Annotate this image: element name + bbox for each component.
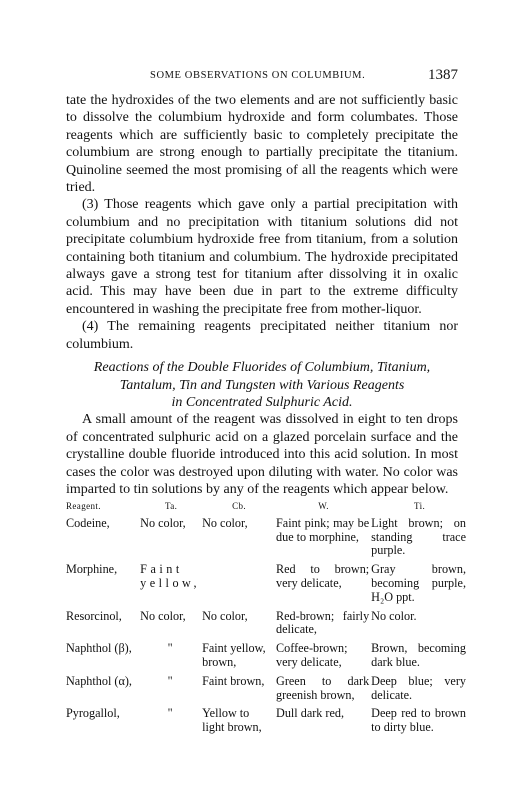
cell-reagent: Naphthol (α),	[66, 673, 132, 688]
cell-cb: No color,	[202, 515, 248, 530]
cell-ta: Faint yellow,	[140, 562, 201, 590]
cell-reagent: Morphine,	[66, 562, 118, 577]
section-heading-line-1: Reactions of the Double Fluorides of Columbium, Titanium,	[93, 360, 431, 376]
cell-ti: Brown, becoming dark blue.	[371, 641, 466, 669]
cell-w: Faint pink; may be due to morphine,	[276, 515, 370, 544]
table-row	[66, 563, 468, 609]
paragraph-method: A small amount of the reagent was dissolved in eight to ten drops of concentrated sulphuric acid on a glazed porcelain surface and the crystalline double fluoride introduced into this acid solution. In most cases the color was destroyed upon diluting with water. No color was imparted to tin solutions by any of the reagents which appear below.	[66, 412, 458, 497]
cell-reagent: Resorcinol,	[66, 608, 122, 623]
cell-ti: No color.	[371, 608, 417, 623]
cell-ta: No color,	[140, 608, 186, 623]
cell-reagent: Naphthol (β),	[66, 641, 132, 656]
section-heading	[66, 359, 458, 411]
cell-ta: "	[167, 673, 173, 688]
cell-w: Red to brown; very delicate,	[276, 562, 370, 590]
paragraph-3: (3) Those reagents which gave only a partial precipitation with columbium and no precipitation with titanium solutions did not precipitate columbium hydroxide free from titanium, from a solution containing both titanium and columbium. The hydroxide precipitated always gave a strong test for titanium after dissolving it in oxalic acid. This may have been due in part to the extreme difficulty encountered in washing the precipitate free from mother-liquor.	[66, 197, 458, 317]
column-header-w: W.	[318, 501, 329, 511]
cell-cb: Faint yellow, brown,	[202, 641, 266, 669]
reagent-table	[66, 500, 468, 740]
cell-ta: "	[167, 641, 173, 656]
running-title: SOME OBSERVATIONS ON COLUMBIUM.	[150, 70, 366, 81]
cell-w: Coffee-brown; very delicate,	[276, 641, 348, 669]
cell-w: Red-brown; fairly delicate,	[276, 608, 370, 637]
cell-reagent: Pyrogallol,	[66, 706, 120, 721]
paragraph-continued: tate the hydroxides of the two elements and are not sufficiently basic to dissolve the columbium hydroxide and form columbates. Those reagents which are sufficiently basic to completely precipitate the columbium are strong enough to partially precipitate the titanium. Quinoline seemed the most promising of all the reagents which were tried.	[66, 93, 458, 196]
cell-cb: Yellow to light brown,	[202, 706, 262, 735]
cell-w: Dull dark red,	[276, 706, 345, 721]
cell-ti: Light brown; on standing trace purple.	[371, 515, 466, 558]
body-text	[66, 92, 458, 498]
cell-ti: Deep blue; very delicate.	[371, 673, 466, 702]
cell-ta: No color,	[140, 515, 186, 530]
table-header-row	[66, 500, 468, 517]
table-row	[66, 707, 468, 740]
column-header-ta: Ta.	[164, 501, 178, 511]
cell-cb: Faint brown,	[202, 673, 265, 688]
section-heading-line-3: in Concentrated Sulphuric Acid.	[171, 394, 353, 410]
cell-reagent: Codeine,	[66, 515, 110, 530]
page-number: 1387	[428, 67, 458, 83]
paragraph-4: (4) The remaining reagents precipitated neither titanium nor columbium.	[66, 319, 458, 352]
table-row	[66, 610, 468, 643]
table-row	[66, 675, 468, 708]
cell-w: Green to dark greenish brown,	[276, 673, 370, 702]
column-header-ti: Ti.	[414, 501, 426, 511]
column-header-reagent: Reagent.	[66, 501, 101, 511]
section-heading-line-2: Tantalum, Tin and Tungsten with Various Reagents	[119, 377, 405, 393]
cell-cb	[202, 563, 276, 609]
cell-ta: "	[167, 706, 173, 721]
cell-ti: Gray brown, becoming purple, H₂O ppt.	[371, 562, 466, 604]
cell-cb: No color,	[202, 608, 248, 623]
table-row	[66, 517, 468, 563]
cell-ti: Deep red to brown to dirty blue.	[371, 706, 466, 735]
column-header-cb: Cb.	[232, 501, 247, 511]
table-row	[66, 642, 468, 675]
